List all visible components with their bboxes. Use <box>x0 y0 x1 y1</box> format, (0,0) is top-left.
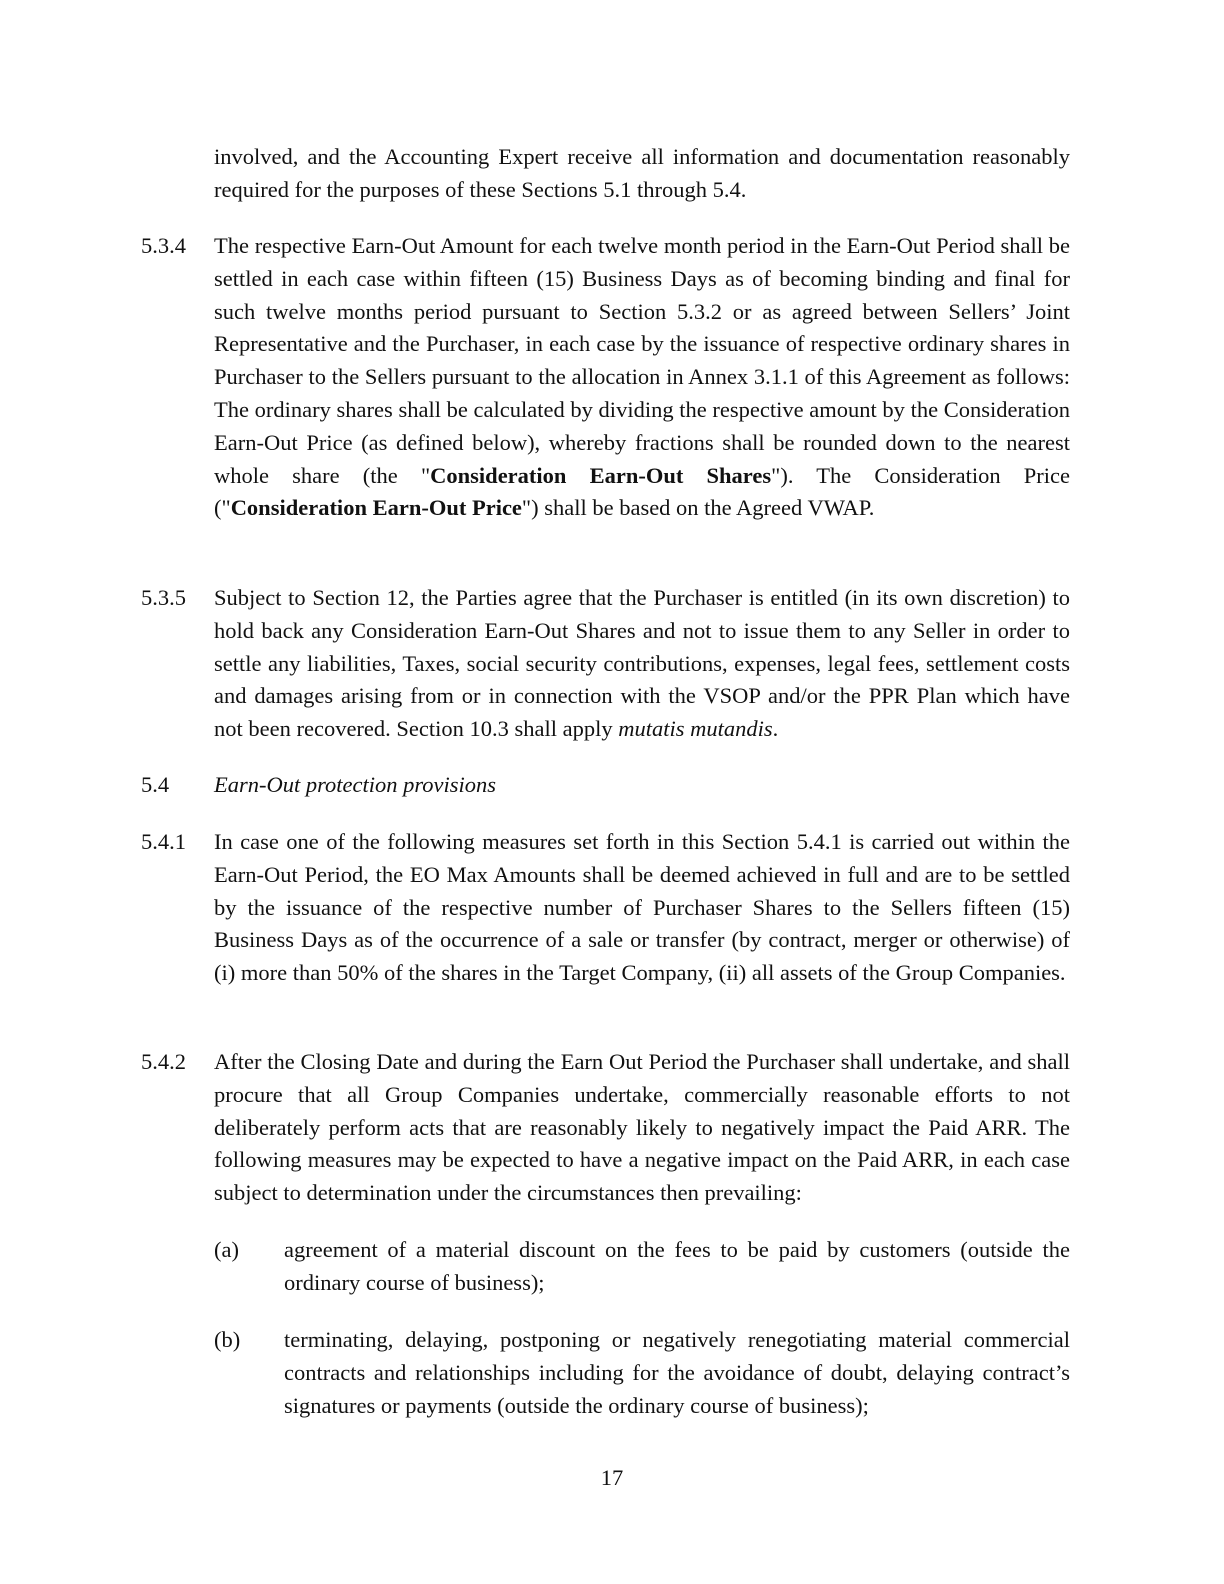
defined-term-consideration-earn-out-price: Consideration Earn-Out Price <box>230 495 522 521</box>
italic-mutatis-mutandis: mutatis mutandis <box>618 716 773 742</box>
section-5-3-4-text <box>214 230 1070 525</box>
continuation-paragraph: involved, and the Accounting Expert receive all information and documentation reasonably required for the purposes of these Sections 5.1 through 5.4. <box>214 144 1070 202</box>
list-item-label-b: (b) <box>214 1327 241 1352</box>
section-number-5-4: 5.4 <box>141 772 170 797</box>
list-item-label-a: (a) <box>214 1237 239 1262</box>
section-5-3-5-text-b: . <box>772 716 779 742</box>
section-5-4-2-text: After the Closing Date and during the Earn Out Period the Purchaser shall undertake, and shall procure that all Group Companies undertake, commercially reasonable efforts to not deliberately perform acts that are reasonably likely to negatively impact the Paid ARR. The following measures may be expected to have a negative impact on the Paid ARR, in each case subject to determination under the circumstances then prevailing: <box>214 1049 1070 1206</box>
list-item-a-text: agreement of a material discount on the fees to be paid by customers (outside the ordinary course of business); <box>284 1237 1070 1295</box>
defined-term-consideration-earn-out-shares: Consideration Earn-Out Shares <box>430 462 772 488</box>
section-5-3-4-text-c: ") shall be based on the Agreed VWAP. <box>521 495 875 521</box>
section-number-5-3-5: 5.3.5 <box>141 585 186 610</box>
section-5-3-4-text-a: The respective Earn-Out Amount for each twelve month period in the Earn-Out Period shall be settled in each case within fifteen (15) Business Days as of becoming binding and final for such twelve months period pursuant to Section 5.3.2 or as agreed between Sellers’ Joint Representative and the Purchaser, in each case by the issuance of respective ordinary shares in Purchaser to the Sellers pursuant to the allocation in Annex 3.1.1 of this Agreement as follows: The ordinary shares shall be calculated by dividing the respective amount by the Consideration Earn-Out Price (as defined below), whereby fractions shall be rounded down to the nearest whole share (the " <box>214 233 1070 488</box>
section-number-5-4-2: 5.4.2 <box>141 1049 186 1074</box>
section-number-5-4-1: 5.4.1 <box>141 829 186 854</box>
page-number: 17 <box>600 1465 624 1490</box>
section-5-4-heading: Earn-Out protection provisions <box>214 772 497 797</box>
section-5-3-4-text-b: "). The Consideration Price (" <box>214 462 1071 521</box>
section-number-5-3-4: 5.3.4 <box>141 233 186 258</box>
section-5-3-5-text-a: Subject to Section 12, the Parties agree that the Purchaser is entitled (in its own discretion) to hold back any Consideration Earn-Out Shares and not to issue them to any Seller in order to settle any liabilities, Taxes, social security contributions, expenses, legal fees, settlement costs and damages arising from or in connection with the VSOP and/or the PPR Plan which have not been recovered. Section 10.3 shall apply <box>214 585 1070 742</box>
section-5-4-1-text: In case one of the following measures set forth in this Section 5.4.1 is carried out within the Earn-Out Period, the EO Max Amounts shall be deemed achieved in full and are to be settled by the issuance of the respective number of Purchaser Shares to the Sellers fifteen (15) Business Days as of the occurrence of a sale or transfer (by contract, merger or otherwise) of (i) more than 50% of the shares in the Target Company, (ii) all assets of the Group Companies. <box>214 829 1070 986</box>
section-5-3-5-text <box>214 582 1070 746</box>
list-item-b-text: terminating, delaying, postponing or negatively renegotiating material commercial contracts and relationships including for the avoidance of doubt, delaying contract’s signatures or payments (outside the ordinary course of business); <box>284 1327 1070 1418</box>
